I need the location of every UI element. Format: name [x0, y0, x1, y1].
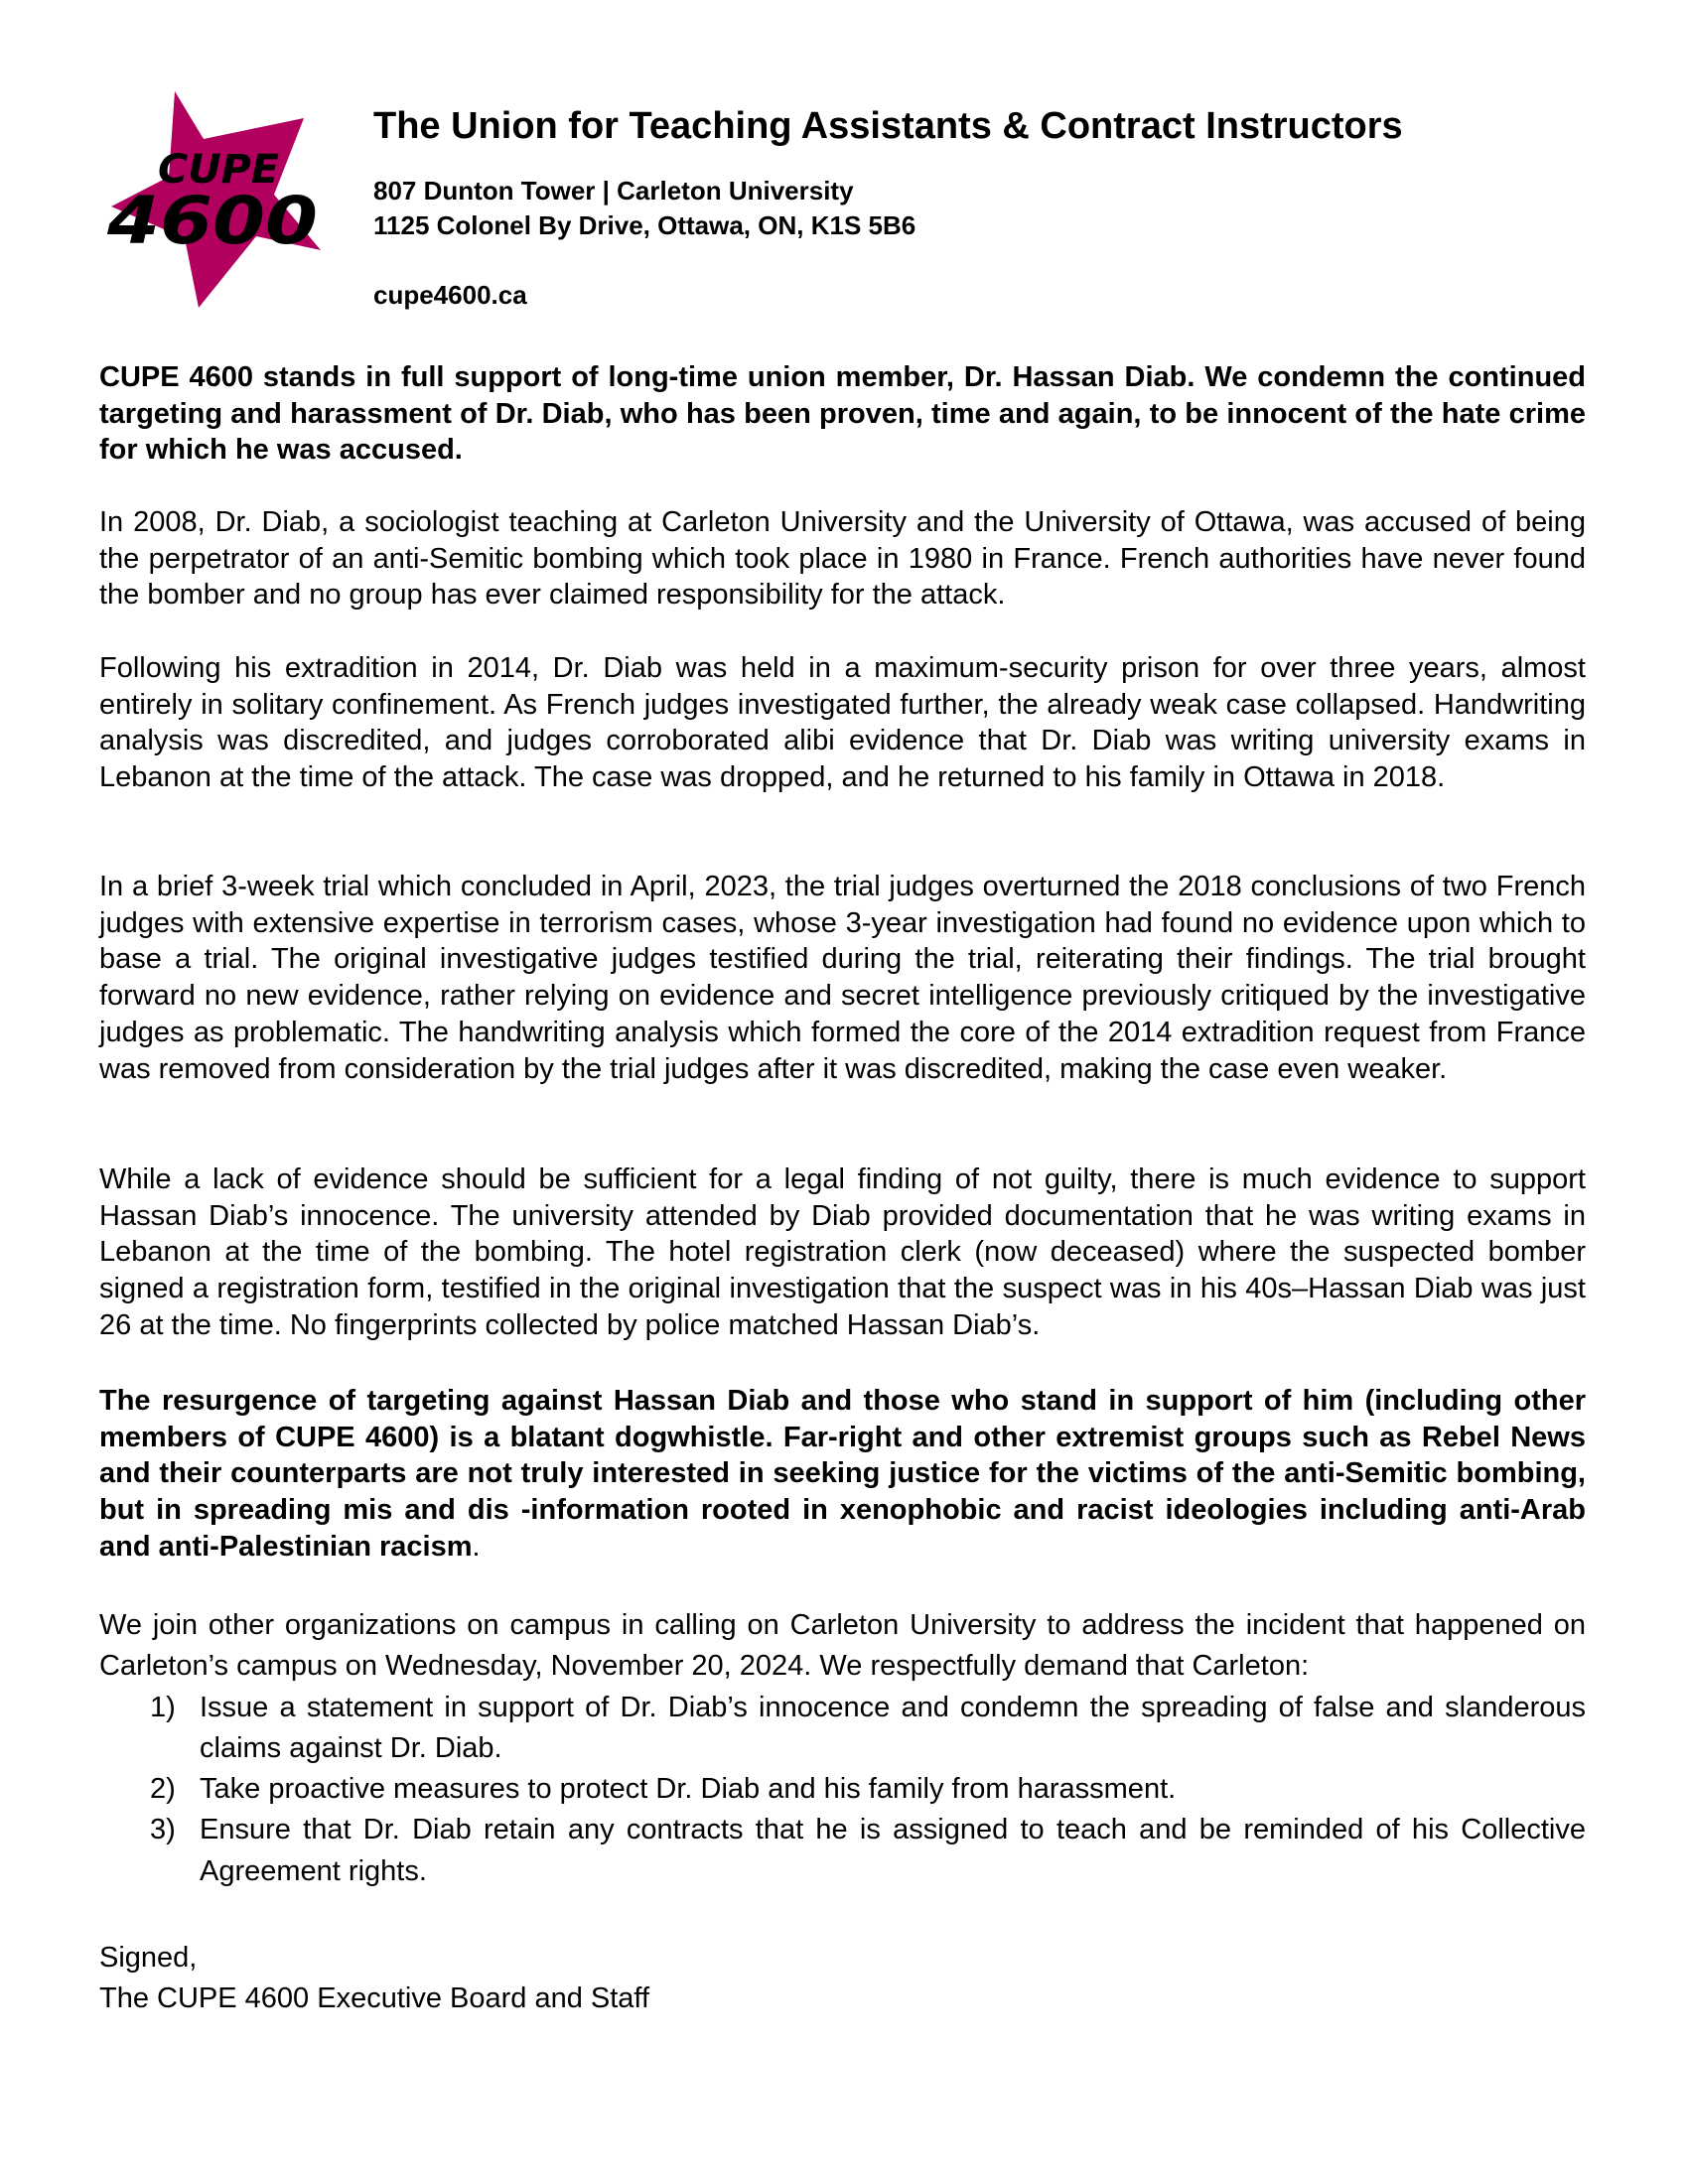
signature-block [99, 1938, 649, 2019]
paragraph-6-period: . [472, 1530, 481, 1563]
star-logo-icon [99, 84, 338, 318]
union-title: The Union for Teaching Assistants & Contract Instructors [373, 105, 1403, 147]
statement-paragraph-3: Following his extradition in 2014, Dr. Diab was held in a maximum-security prison for over three years, almost entirely in solitary confinement. As French judges investigated further, the already weak case collapsed. Handwriting analysis was discredited, and judges corroborated alibi evidence that Dr. Diab was writing university exams in Lebanon at the time of the attack. The case was dropped, and he returned to his family in Ottawa in 2018. [99, 652, 1586, 794]
demands-intro: We join other organizations on campus in calling on Carleton University to address the incident that happened on Carleton’s campus on Wednesday, November 20, 2024. We respectfully demand that Carleton: [99, 1609, 1586, 1683]
address-line-1: 807 Dunton Tower | Carleton University [373, 176, 854, 205]
demand-text: Issue a statement in support of Dr. Diab’s innocence and condemn the spreading of false and slanderous claims against Dr. Diab. [200, 1691, 1586, 1764]
website-link[interactable]: cupe4600.ca [373, 280, 527, 310]
address-line-2: 1125 Colonel By Drive, Ottawa, ON, K1S 5B6 [373, 210, 916, 240]
statement-paragraph-2: In 2008, Dr. Diab, a sociologist teaching at Carleton University and the University of Ottawa, was accused of being the perpetrator of an anti-Semitic bombing which took place in 1980 in France. French authorities have never found the bomber and no group has ever claimed responsibility for the attack. [99, 506, 1586, 612]
demand-number: 1) [150, 1691, 176, 1723]
statement-paragraph-1: CUPE 4600 stands in full support of long-time union member, Dr. Hassan Diab. We condemn the continued targeting and harassment of Dr. Diab, who has been proven, time and again, to be innocent of the hate crime for which he was accused. [99, 361, 1586, 467]
statement-paragraph-6 [99, 1383, 1586, 1566]
demand-item [99, 1688, 1586, 1770]
cupe-4600-logo [99, 84, 338, 318]
demands-list [99, 1688, 1586, 1892]
signatory: The CUPE 4600 Executive Board and Staff [99, 1982, 650, 2014]
demand-item [99, 1810, 1586, 1892]
demand-text: Ensure that Dr. Diab retain any contracts that he is assigned to teach and be reminded of his Collective Agreement rights. [200, 1814, 1586, 1887]
signature-closing: Signed, [99, 1942, 198, 1974]
demand-number: 3) [150, 1814, 176, 1846]
statement-paragraph-4: In a brief 3-week trial which concluded in April, 2023, the trial judges overturned the 2018 conclusions of two French judges with extensive expertise in terrorism cases, whose 3-year investigation had found no evidence upon which to base a trial. The original investigative judges testified during the trial, reiterating their findings. The trial brought forward no new evidence, rather relying on evidence and secret intelligence previously critiqued by the investigative judges as problematic. The handwriting analysis which formed the core of the 2014 extradition request from France was removed from consideration by the trial judges after it was discredited, making the case even weaker. [99, 871, 1586, 1085]
logo-text-cupe: CUPE [158, 147, 279, 193]
demand-number: 2) [150, 1773, 176, 1806]
demands-section [99, 1605, 1586, 1892]
statement-paragraph-5: While a lack of evidence should be sufficient for a legal finding of not guilty, there is much evidence to support Hassan Diab’s innocence. The university attended by Diab provided documentation that he was writing exams in Lebanon at the time of the bombing. The hotel registration clerk (now deceased) where the suspected bomber signed a registration form, testified in the original investigation that the suspect was in his 40s–Hassan Diab was just 26 at the time. No fingerprints collected by police matched Hassan Diab’s. [99, 1163, 1586, 1341]
demand-item [99, 1769, 1586, 1810]
paragraph-6-text: The resurgence of targeting against Hassan Diab and those who stand in support of him (including other members of CUPE 4600) is a blatant dogwhistle. Far-right and other extremist groups such as Rebel News and their counterparts are not truly interested in seeking justice for the victims of the anti-Semitic bombing, but in spreading mis and dis -information rooted in xenophobic and racist ideologies including anti-Arab and anti-Palestinian racism [99, 1385, 1586, 1563]
logo-text-4600: 4600 [105, 183, 318, 259]
demand-text: Take proactive measures to protect Dr. Diab and his family from harassment. [200, 1773, 1177, 1806]
